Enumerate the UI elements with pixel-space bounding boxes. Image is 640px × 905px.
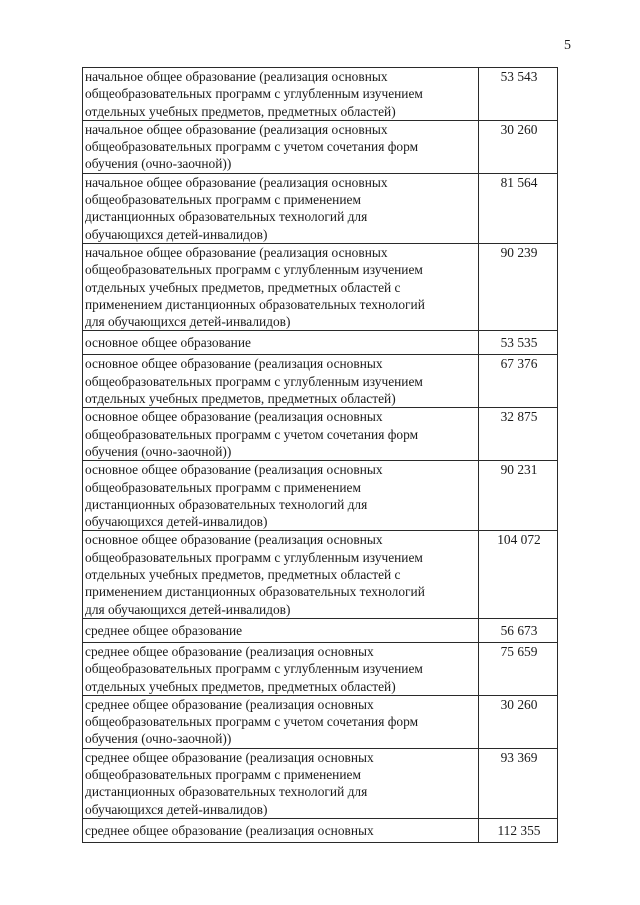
table-row	[83, 355, 558, 408]
cost-table	[82, 67, 558, 843]
row-description: начальное общее образование (реализация основных общеобразовательных программ с углубленным изучением отдельных учебных предметов, предметных областей)	[83, 68, 479, 121]
row-value: 93 369	[479, 748, 558, 818]
table-row	[83, 173, 558, 243]
table-row	[83, 120, 558, 173]
row-description: начальное общее образование (реализация основных общеобразовательных программ с углубленным изучением отдельных учебных предметов, предметных областей с применением дистанционных образовательных технологий для обучающихся детей-инвалидов)	[83, 243, 479, 330]
row-value: 104 072	[479, 531, 558, 618]
table-row	[83, 695, 558, 748]
row-value: 30 260	[479, 695, 558, 748]
row-description: основное общее образование	[83, 331, 479, 355]
row-description: начальное общее образование (реализация основных общеобразовательных программ с применением дистанционных образовательных технологий для обучающихся детей-инвалидов)	[83, 173, 479, 243]
row-value: 67 376	[479, 355, 558, 408]
row-value: 81 564	[479, 173, 558, 243]
table-row	[83, 818, 558, 842]
row-description: среднее общее образование (реализация основных общеобразовательных программ с применением дистанционных образовательных технологий для обучающихся детей-инвалидов)	[83, 748, 479, 818]
row-description: основное общее образование (реализация основных общеобразовательных программ с применением дистанционных образовательных технологий для обучающихся детей-инвалидов)	[83, 461, 479, 531]
row-value: 53 543	[479, 68, 558, 121]
row-value: 30 260	[479, 120, 558, 173]
row-description: основное общее образование (реализация основных общеобразовательных программ с углубленным изучением отдельных учебных предметов, предметных областей с применением дистанционных образовательных технологий для обучающихся детей-инвалидов)	[83, 531, 479, 618]
row-value: 53 535	[479, 331, 558, 355]
row-description: среднее общее образование (реализация основных общеобразовательных программ с учетом сочетания форм обучения (очно-заочной))	[83, 695, 479, 748]
table-row	[83, 461, 558, 531]
table-row	[83, 748, 558, 818]
row-description: среднее общее образование (реализация основных общеобразовательных программ с углубленным изучением отдельных учебных предметов, предметных областей)	[83, 642, 479, 695]
table-row	[83, 618, 558, 642]
row-value: 56 673	[479, 618, 558, 642]
row-description: основное общее образование (реализация основных общеобразовательных программ с углубленным изучением отдельных учебных предметов, предметных областей)	[83, 355, 479, 408]
table-row	[83, 642, 558, 695]
page-number: 5	[564, 38, 571, 53]
row-value: 112 355	[479, 818, 558, 842]
row-value: 90 231	[479, 461, 558, 531]
row-value: 32 875	[479, 408, 558, 461]
table-row	[83, 243, 558, 330]
row-value: 90 239	[479, 243, 558, 330]
table-row	[83, 331, 558, 355]
row-description: среднее общее образование	[83, 618, 479, 642]
row-value: 75 659	[479, 642, 558, 695]
row-description: среднее общее образование (реализация основных	[83, 818, 479, 842]
table-row	[83, 68, 558, 121]
table-row	[83, 408, 558, 461]
row-description: основное общее образование (реализация основных общеобразовательных программ с учетом сочетания форм обучения (очно-заочной))	[83, 408, 479, 461]
table-row	[83, 531, 558, 618]
row-description: начальное общее образование (реализация основных общеобразовательных программ с учетом сочетания форм обучения (очно-заочной))	[83, 120, 479, 173]
